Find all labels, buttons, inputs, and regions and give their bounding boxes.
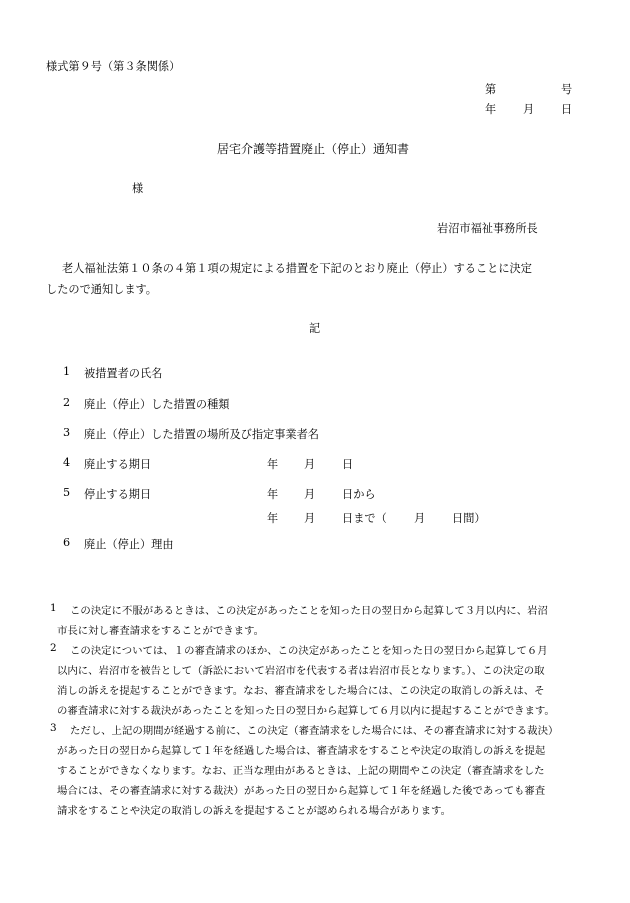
doc-number-suffix: 号 — [561, 83, 573, 96]
issuer-name: 岩沼市福祉事務所長 — [437, 222, 538, 235]
stop-until-day: 日まで（ — [342, 512, 387, 525]
note-3-line-1: ただし、上記の期間が経過する前に、この決定（審査請求をした場合には、その審査請求に対する裁決） — [70, 725, 559, 737]
document-title: 居宅介護等措置廃止（停止）通知書 — [217, 142, 410, 156]
note-2-line-1: この決定については、１の審査請求のほか、この決定があったことを知った日の翌日から起算して６月 — [70, 645, 548, 657]
note-3-line-4: 場合には、その審査請求に対する裁決）があった日の翌日から起算して１年を経過した後であっても審査 — [57, 785, 546, 797]
doc-number-prefix: 第 — [485, 83, 497, 96]
note-1-line-1: この決定に不服があるときは、この決定があったことを知った日の翌日から起算して３月以内に、岩沼 — [70, 605, 548, 617]
item-number: 3 — [63, 426, 71, 439]
stop-until-year: 年 — [267, 512, 279, 525]
doc-date-month: 月 — [523, 103, 535, 116]
item-label: 廃止（停止）理由 — [84, 538, 174, 551]
item-number: 6 — [63, 536, 71, 549]
item-label: 停止する期日 — [84, 488, 152, 501]
stop-duration-days: 日間） — [452, 512, 486, 525]
item-number: 5 — [63, 486, 71, 499]
item-label: 廃止する期日 — [84, 458, 152, 471]
note-2-number: 2 — [50, 642, 57, 654]
item-label: 廃止（停止）した措置の場所及び指定事業者名 — [84, 428, 319, 441]
note-2-line-3: 消しの訴えを提起することができます。なお、審査請求をした場合には、この決定の取消しの訴えは、そ — [57, 685, 545, 697]
abolish-day: 日 — [342, 458, 354, 471]
body-line-1: 老人福祉法第１０条の４第１項の規定による措置を下記のとおり廃止（停止）することに決定 — [62, 262, 532, 275]
note-1-line-2: 市長に対し審査請求をすることができます。 — [57, 625, 264, 637]
note-3-number: 3 — [50, 722, 57, 734]
item-number: 2 — [63, 396, 71, 409]
stop-from-year: 年 — [267, 488, 279, 501]
stop-from-month: 月 — [304, 488, 316, 501]
note-3-line-5: 請求をすることや決定の取消しの訴えを提起することが認められる場合があります。 — [57, 805, 452, 817]
abolish-month: 月 — [304, 458, 316, 471]
addressee-suffix: 様 — [132, 182, 144, 195]
ki-heading: 記 — [309, 322, 321, 335]
abolish-year: 年 — [267, 458, 279, 471]
item-label: 被措置者の氏名 — [84, 367, 163, 380]
note-2-line-4: の審査請求に対する裁決があったことを知った日の翌日から起算して６月以内に提起することができます。 — [57, 705, 555, 717]
note-1-number: 1 — [50, 602, 57, 614]
doc-date-day: 日 — [561, 103, 573, 116]
stop-duration-month: 月 — [414, 512, 426, 525]
item-number: 1 — [63, 365, 71, 378]
stop-until-month: 月 — [304, 512, 316, 525]
doc-date-year: 年 — [485, 103, 497, 116]
note-3-line-3: することができなくなります。なお、正当な理由があるときは、上記の期間やこの決定（審査請求をした — [57, 765, 545, 777]
item-number: 4 — [63, 456, 71, 469]
body-line-2: したので通知します。 — [46, 283, 157, 296]
stop-from-day: 日から — [342, 488, 376, 501]
form-label: 様式第９号（第３条関係） — [46, 60, 181, 73]
note-3-line-2: があった日の翌日から起算して１年を経過した場合は、審査請求をすることや決定の取消しの訴えを提起 — [57, 745, 546, 757]
note-2-line-2: 以内に、岩沼市を被告として（訴訟において岩沼市を代表する者は岩沼市長となります。）、この決定の取 — [57, 665, 545, 677]
item-label: 廃止（停止）した措置の種類 — [84, 398, 230, 411]
